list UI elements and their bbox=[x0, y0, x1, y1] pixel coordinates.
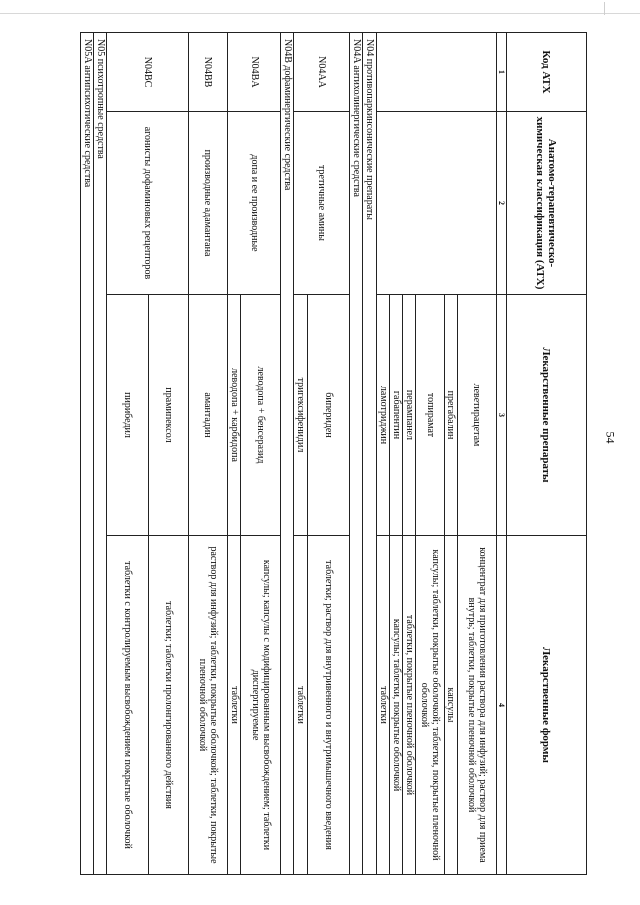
code-cell: N04BC bbox=[107, 33, 189, 112]
group-row bbox=[94, 33, 107, 875]
atc-cell bbox=[377, 112, 497, 295]
drug-cell: бипериден bbox=[307, 295, 349, 536]
table-row bbox=[241, 33, 281, 875]
forms-cell: таблетки; таблетки пролонгированного действия bbox=[148, 536, 188, 875]
top-tick bbox=[604, 2, 605, 15]
atc-cell: допа и ее производные bbox=[228, 112, 281, 295]
forms-cell: концентрат для приготовления раствора для инфузий; раствор для приема внутрь; таблетки, покрытые пленочной оболочкой bbox=[457, 536, 496, 875]
col-number: 2 bbox=[497, 112, 507, 295]
code-cell bbox=[377, 33, 497, 112]
drug-cell: леводопа + карбидопа bbox=[228, 295, 241, 536]
col-number: 1 bbox=[497, 33, 507, 112]
header-row bbox=[507, 33, 587, 875]
forms-cell: таблетки; раствор для внутривенного и внутримышечного введения bbox=[307, 536, 349, 875]
drug-cell: габапентин bbox=[390, 295, 403, 536]
drug-cell: леводопа + бенсеразид bbox=[241, 295, 281, 536]
forms-cell: таблетки bbox=[294, 536, 307, 875]
group-label: N04A антихолинергические средства bbox=[350, 33, 363, 875]
atc-cell: производные адамантана bbox=[188, 112, 227, 295]
forms-cell: таблетки bbox=[377, 536, 390, 875]
table-row bbox=[188, 33, 227, 875]
forms-cell: капсулы; капсулы с модифицированным высвобождением; таблетки диспергируемые bbox=[241, 536, 281, 875]
group-label: N04B дофаминергические средства bbox=[281, 33, 294, 875]
forms-cell: капсулы; таблетки, покрытые оболочкой bbox=[390, 536, 403, 875]
rotated-table-container bbox=[80, 32, 587, 874]
forms-cell: раствор для инфузий; таблетки, покрытые оболочкой; таблетки, покрытые пленочной оболочкой bbox=[188, 536, 227, 875]
table-row bbox=[307, 33, 349, 875]
group-label: N05A антипсихотические средства bbox=[81, 33, 94, 875]
table-body bbox=[81, 33, 497, 875]
forms-cell: таблетки bbox=[228, 536, 241, 875]
code-cell: N04AA bbox=[294, 33, 350, 112]
group-row bbox=[281, 33, 294, 875]
header-atc: Анатомо-терапевтическо-химическая классификация (АТХ) bbox=[507, 112, 587, 295]
table-row bbox=[148, 33, 188, 875]
drug-cell: прамипексол bbox=[148, 295, 188, 536]
table-row bbox=[457, 33, 496, 875]
header-drugs: Лекарственные препараты bbox=[507, 295, 587, 536]
group-label: N04 противопаркинсонические препараты bbox=[363, 33, 377, 875]
drug-cell: перампанел bbox=[403, 295, 416, 536]
top-rule bbox=[0, 13, 640, 14]
forms-cell: капсулы bbox=[444, 536, 457, 875]
drug-cell: леветирацетам bbox=[457, 295, 496, 536]
group-row bbox=[363, 33, 377, 875]
page-number: 54 bbox=[603, 431, 618, 444]
drug-cell: ламотриджин bbox=[377, 295, 390, 536]
code-cell: N04BB bbox=[188, 33, 227, 112]
forms-cell: таблетки с контролируемым высвобождением покрытые оболочкой bbox=[107, 536, 148, 875]
col-number: 3 bbox=[497, 295, 507, 536]
forms-cell: таблетки, покрытые пленочной оболочкой bbox=[403, 536, 416, 875]
drug-cell: пирибедил bbox=[107, 295, 148, 536]
drug-cell: тригексифенидил bbox=[294, 295, 307, 536]
col-number: 4 bbox=[497, 536, 507, 875]
drug-table bbox=[80, 32, 587, 875]
header-forms: Лекарственные формы bbox=[507, 536, 587, 875]
group-row bbox=[81, 33, 94, 875]
column-number-row bbox=[497, 33, 507, 875]
group-row bbox=[350, 33, 363, 875]
atc-cell: агонисты дофаминовых рецепторов bbox=[107, 112, 189, 295]
drug-cell: амантадин bbox=[188, 295, 227, 536]
forms-cell: капсулы; таблетки, покрытые оболочкой; таблетки, покрытые пленочной оболочкой bbox=[416, 536, 444, 875]
drug-cell: топирамат bbox=[416, 295, 444, 536]
drug-cell: прегабалин bbox=[444, 295, 457, 536]
atc-cell: третичные амины bbox=[294, 112, 350, 295]
header-code: Код АТХ bbox=[507, 33, 587, 112]
group-label: N05 психотропные средства bbox=[94, 33, 107, 875]
code-cell: N04BA bbox=[228, 33, 281, 112]
